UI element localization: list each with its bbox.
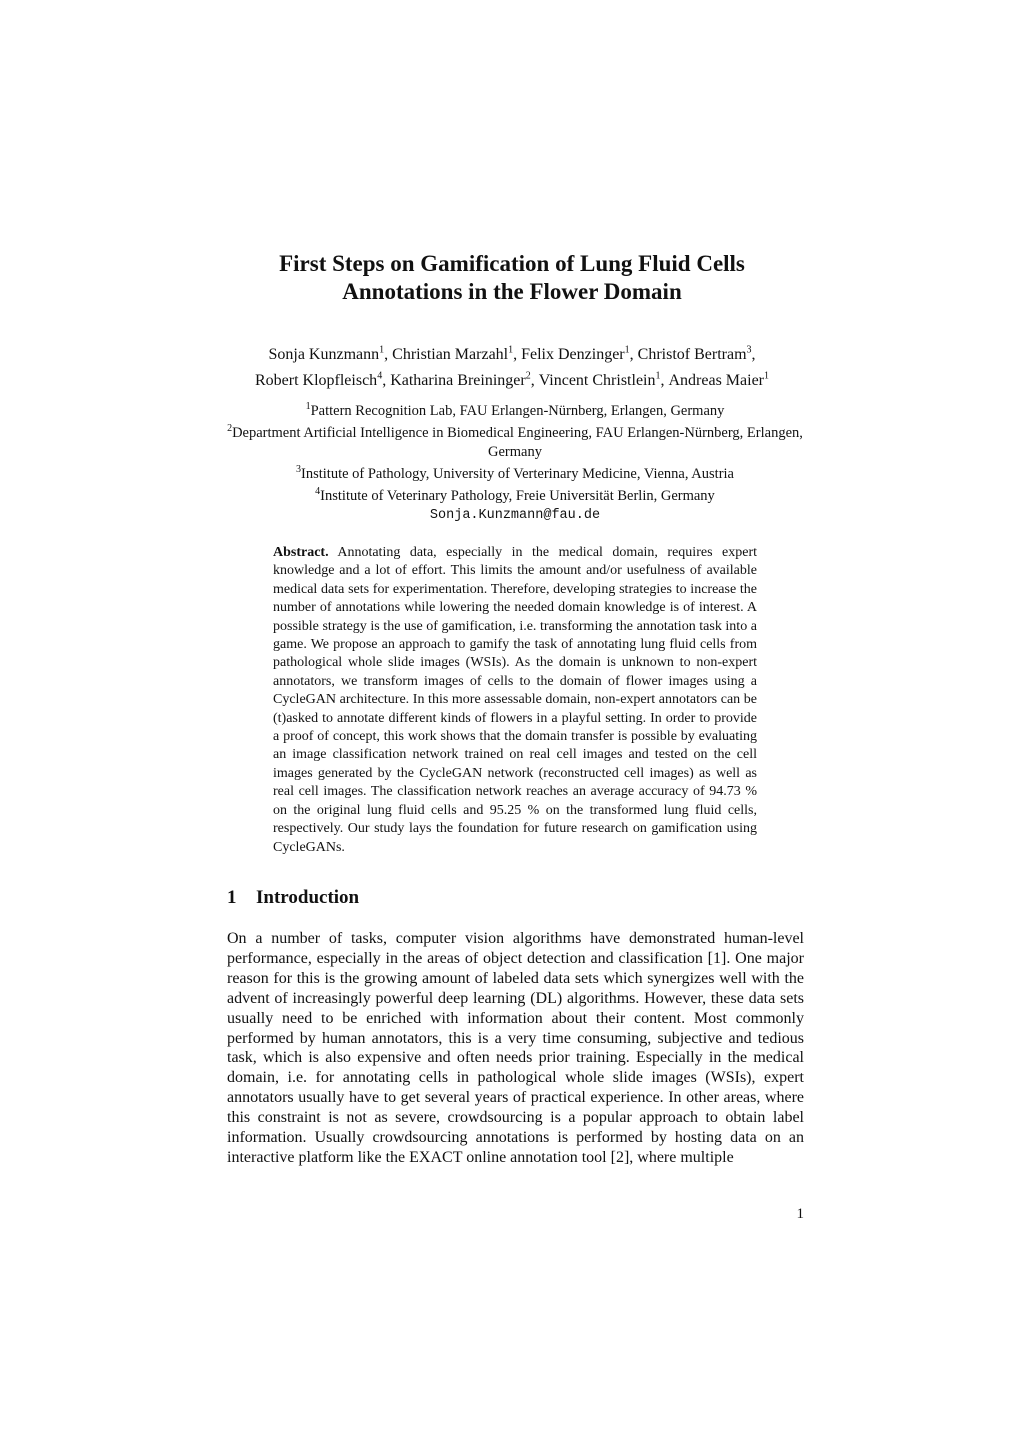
section-heading (227, 886, 359, 910)
affiliation: $^2$Department Artificial Intelligence in Biomedical Engineering, FAU Erlangen-Nürnberg, Erlangen, Germany (227, 423, 803, 460)
introduction-paragraph: On a number of tasks, computer vision algorithms have demonstrated human-level performance, especially in the areas of object detection and classification [1]. One major reason for this is the growing amount of labeled data sets which synergizes well with the advent of increasingly powerful deep learning (DL) algorithms. However, these data sets usually need to be enriched with information about their content. Most commonly performed by human annotators, this is a very time consuming, subjective and tedious task, which is also expensive and often needs prior training. Especially in the medical domain, i.e. for annotating cells in pathological whole slide images (WSIs), expert annotators usually have to get several years of practical experience. In other areas, where this constraint is not as severe, crowdsourcing is a popular approach to obtain label information. Usually crowdsourcing annotations is performed by hosting data on an interactive platform like the EXACT online annotation tool [2], where multiple (227, 930, 804, 1166)
affiliation-list (200, 398, 830, 525)
author: Felix Denzinger$^1$, (521, 345, 638, 364)
section-title: Introduction (256, 887, 360, 908)
author-line-2 (0, 365, 1024, 390)
affiliation: $^1$Pattern Recognition Lab, FAU Erlangen-Nürnberg, Erlangen, Germany (305, 401, 725, 419)
title-line: Annotations in the Flower Domain (342, 279, 682, 304)
author: Robert Klopfleisch$^4$, (254, 370, 391, 389)
author: Christof Bertram$^3$, (637, 345, 756, 364)
section-number: 1 (227, 887, 237, 908)
abstract-label: Abstract. (273, 545, 329, 560)
affiliation: $^4$Institute of Veterinary Pathology, Freie Universität Berlin, Germany (315, 486, 715, 505)
author-line-1 (0, 340, 1024, 365)
abstract (273, 544, 757, 857)
paper-title (0, 250, 1024, 306)
author: Christian Marzahl$^1$, (392, 345, 522, 364)
title-line: First Steps on Gamification of Lung Fluid Cells (279, 251, 745, 276)
page-number: 1 (796, 1206, 804, 1222)
author: Katharina Breininger$^2$, (390, 370, 539, 389)
author: Vincent Christlein$^1$, (538, 370, 669, 389)
contact-email[interactable]: Sonja.Kunzmann@fau.de (429, 507, 601, 523)
abstract-text: Annotating data, especially in the medical domain, requires expert knowledge and a lot of effort. This limits the amount and/or usefulness of available medical data sets for experimentation. Therefore, developing strategies to increase the number of annotations while lowering the needed domain knowledge is of interest. A possible strategy is the use of gamification, i.e. transforming the annotation task into a game. We propose an approach to gamify the task of annotating lung fluid cells from pathological whole slide images (WSIs). As the domain is unknown to non-expert annotators, we transform images of cells to the domain of flower images using a CycleGAN architecture. In this more assessable domain, non-expert annotators can be (t)asked to annotate different kinds of flowers in a playful setting. In order to provide a proof of concept, this work shows that the domain transfer is possible by evaluating an image classification network trained on real cell images and tested on the cell images generated by the CycleGAN network (reconstructed cell images) as well as real cell images. The classification network reaches an average accuracy of 94.73 % on the original lung fluid cells and 95.25 % on the transformed lung fluid cells, respectively. Our study lays the foundation for future research on gamification using CycleGANs. (273, 545, 757, 855)
author-list (0, 340, 1024, 391)
author: Sonja Kunzmann$^1$, (268, 345, 393, 364)
author: Andreas Maier$^1$ (668, 370, 769, 389)
affiliation: $^3$Institute of Pathology, University of Verterinary Medicine, Vienna, Austria (296, 464, 734, 482)
